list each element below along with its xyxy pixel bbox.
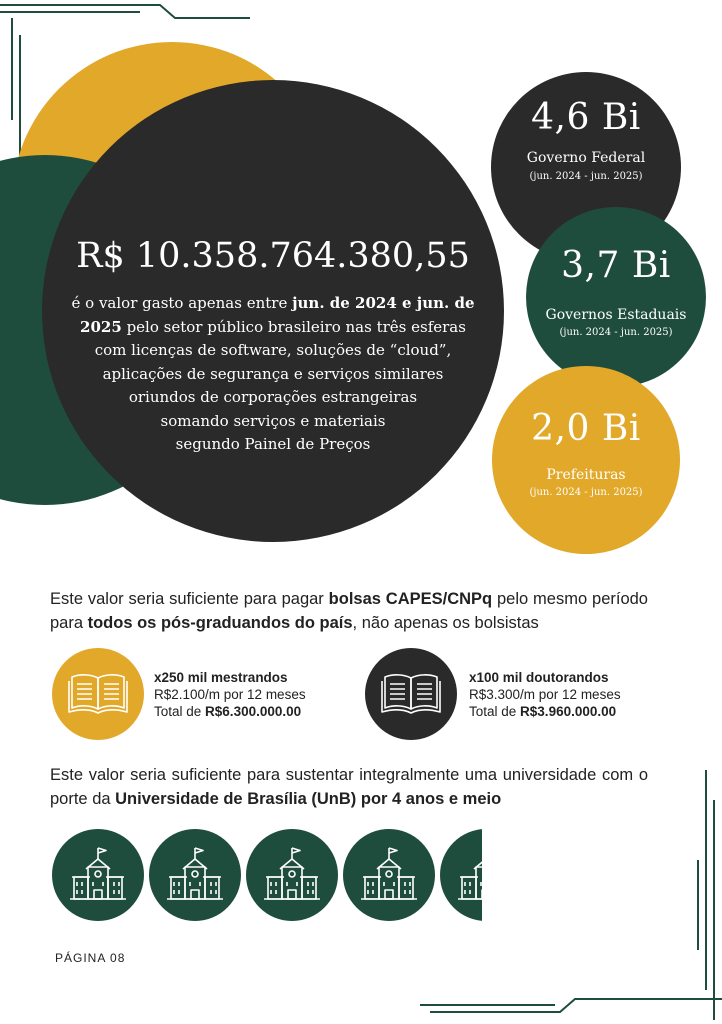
stat-governos-estaduais: [526, 207, 706, 387]
doutorandos-icon-circle: [365, 648, 457, 740]
university-building-icon: [68, 845, 128, 905]
university-icon-circle: [343, 829, 435, 921]
capes-paragraph: Este valor seria suficiente para pagar bolsas CAPES/CNPq pelo mesmo período para todos os pós-graduandos do país, não apenas os bolsistas: [50, 590, 648, 632]
stat-period: (jun. 2024 - jun. 2025): [529, 171, 643, 182]
stat-label: Governos Estaduais: [545, 307, 687, 323]
stat-label: Governo Federal: [526, 150, 646, 166]
university-building-icon: [165, 845, 225, 905]
mestrandos-title: x250 mil mestrandos: [154, 670, 288, 685]
mestrandos-total: Total de R$6.300.000.00: [154, 704, 302, 719]
unb-paragraph: Este valor seria suficiente para sustentar integralmente uma universidade com o porte da Universidade de Brasília (UnB) por 4 anos e meio: [50, 766, 648, 808]
university-icon-circle: [52, 829, 144, 921]
open-book-icon: [68, 672, 128, 716]
mestrandos-rate: R$2.100/m por 12 meses: [154, 687, 306, 702]
stat-value: 4,6 Bi: [531, 97, 641, 138]
page-number: PÁGINA 08: [55, 951, 126, 965]
stat-prefeituras: [492, 366, 680, 554]
stat-period: (jun. 2024 - jun. 2025): [559, 327, 673, 338]
main-amount: R$ 10.358.764.380,55: [76, 236, 470, 276]
doutorandos-title: x100 mil doutorandos: [469, 670, 609, 685]
doutorandos-total: Total de R$3.960.000.00: [469, 704, 617, 719]
university-building-icon: [359, 845, 419, 905]
mestrandos-icon-circle: [52, 648, 144, 740]
stat-value: 3,7 Bi: [561, 245, 671, 286]
university-building-icon: [262, 845, 322, 905]
university-icon-circle-partial: [440, 829, 482, 921]
main-stat-description: é o valor gasto apenas entre jun. de 2024 e jun. de 2025 pelo setor público brasileiro nas três esferas com licenças de software, soluções de “cloud”, aplicações de segurança e serviços similares oriundos de corporações estrangeiras somando serviços e materiais segundo Painel de Preços: [71, 294, 475, 453]
doutorandos-info: [469, 669, 679, 720]
open-book-icon: [381, 672, 441, 716]
mestrandos-info: [154, 669, 364, 720]
university-building-icon: [456, 845, 482, 905]
university-icon-circle: [246, 829, 338, 921]
stat-period: (jun. 2024 - jun. 2025): [529, 487, 643, 498]
university-icons-row: [52, 829, 482, 921]
stat-value: 2,0 Bi: [531, 408, 641, 449]
university-icon-circle: [149, 829, 241, 921]
stat-label: Prefeituras: [546, 467, 626, 483]
doutorandos-rate: R$3.300/m por 12 meses: [469, 687, 621, 702]
